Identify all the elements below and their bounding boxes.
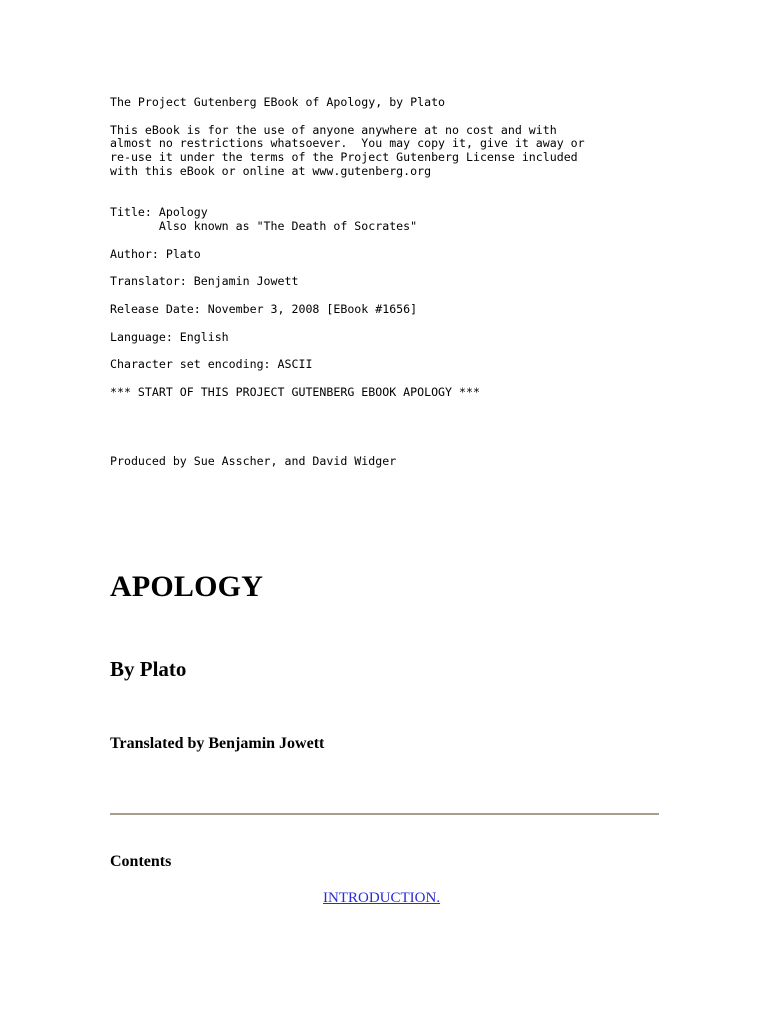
toc-link-introduction[interactable]: INTRODUCTION. [323,890,441,906]
gutenberg-header: The Project Gutenberg EBook of Apology, by Plato This eBook is for the use of anyone anywhere at no cost and with almost no restrictions whatsoever. You may copy it, give it away or re-use it under the terms of the Project Gutenberg License included with this eBook or online at www.gutenberg.org Title: Apology Also known as "The Death of Socrates" Author: Plato Translator: Benjamin Jowett Release Date: November 3, 2008 [EBook #1656] Language: English Character set encoding: ASCII *** START OF THIS PROJECT GUTENBERG EBOOK APOLOGY *** Produced by Sue Asscher, and David Widger [110,95,585,468]
contents-heading: Contents [110,853,172,870]
translator-line: Translated by Benjamin Jowett [110,735,325,752]
book-title: APOLOGY [110,570,264,603]
author-byline: By Plato [110,657,187,681]
horizontal-rule [110,813,659,815]
document-page [110,96,670,469]
